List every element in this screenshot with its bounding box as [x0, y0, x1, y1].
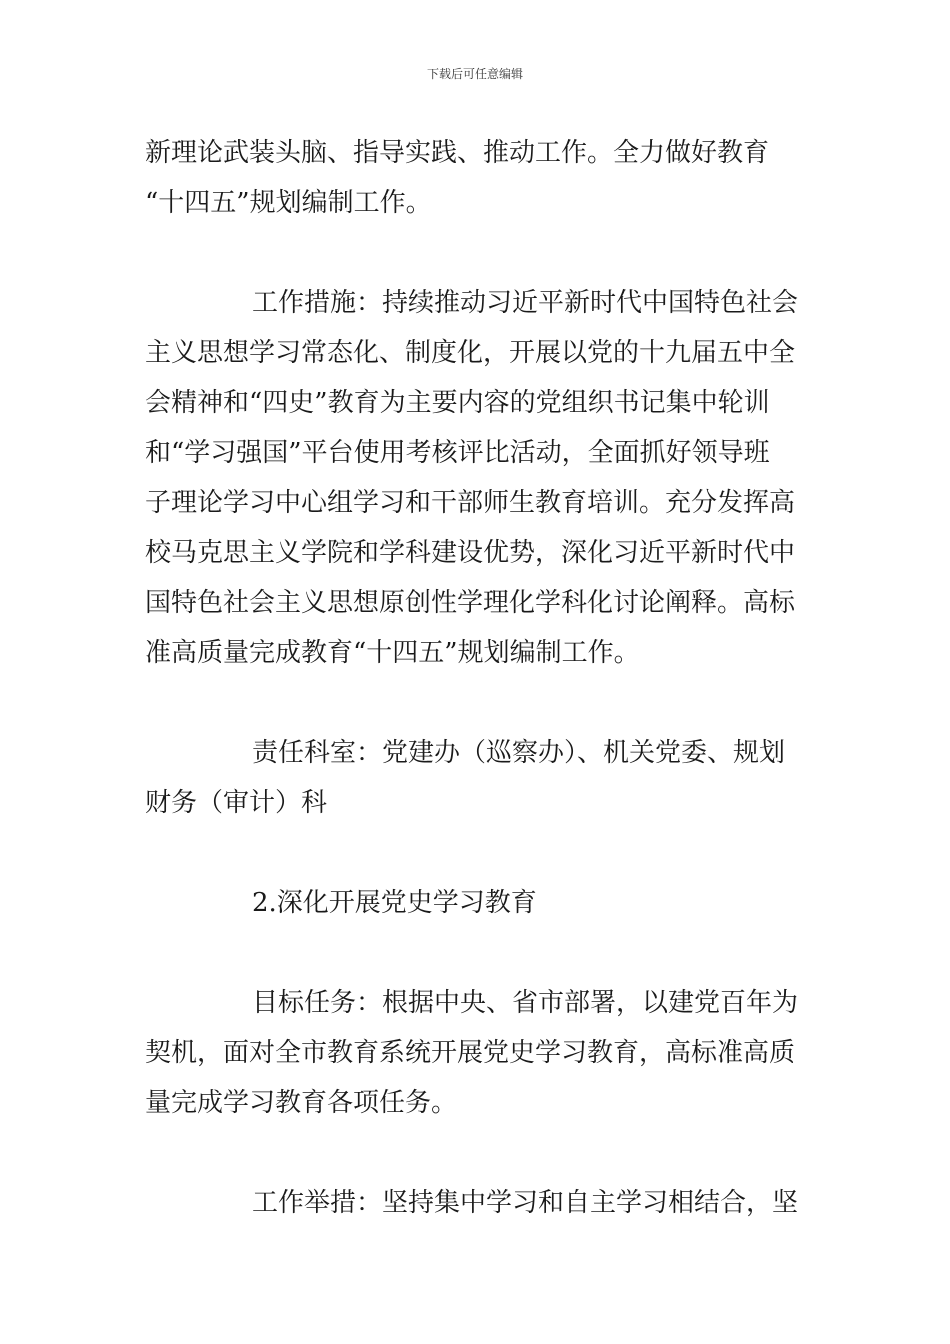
text-line: 目标任务：根据中央、省市部署，以建党百年为 — [252, 988, 799, 1018]
text-line: 2.深化开展党史学习教育 — [252, 888, 537, 918]
text-line: 子理论学习中心组学习和干部师生教育培训。充分发挥高 — [145, 488, 796, 518]
text-line: 和“学习强国”平台使用考核评比活动，全面抓好领导班 — [145, 438, 770, 468]
text-line: 契机，面对全市教育系统开展党史学习教育，高标准高质 — [145, 1038, 796, 1068]
text-line: 会精神和“四史”教育为主要内容的党组织书记集中轮训 — [145, 388, 770, 418]
page-header: 下载后可任意编辑 — [426, 67, 523, 81]
text-line: 财务（审计）科 — [145, 788, 328, 818]
paragraph-responsible-office — [145, 728, 810, 828]
text-line: 校马克思主义学院和学科建设优势，深化习近平新时代中 — [145, 538, 796, 568]
paragraph-work-actions — [145, 1178, 810, 1228]
section-heading — [145, 878, 810, 928]
text-line: 量完成学习教育各项任务。 — [145, 1088, 458, 1118]
text-line: 新理论武装头脑、指导实践、推动工作。全力做好教育 — [145, 138, 770, 168]
paragraph-work-measures — [145, 278, 810, 678]
text-line: 国特色社会主义思想原创性学理化学科化讨论阐释。高标 — [145, 588, 796, 618]
text-line: 工作举措：坚持集中学习和自主学习相结合，坚 — [252, 1188, 799, 1218]
text-line: 准高质量完成教育“十四五”规划编制工作。 — [145, 638, 640, 668]
text-line: 主义思想学习常态化、制度化，开展以党的十九届五中全 — [145, 338, 796, 368]
text-line: 责任科室：党建办（巡察办）、机关党委、规划 — [252, 738, 786, 768]
paragraph-continuation — [145, 128, 810, 228]
text-line: “十四五”规划编制工作。 — [145, 188, 432, 218]
document-body — [145, 128, 810, 1228]
text-line: 工作措施：持续推动习近平新时代中国特色社会 — [252, 288, 799, 318]
paragraph-target-task — [145, 978, 810, 1128]
